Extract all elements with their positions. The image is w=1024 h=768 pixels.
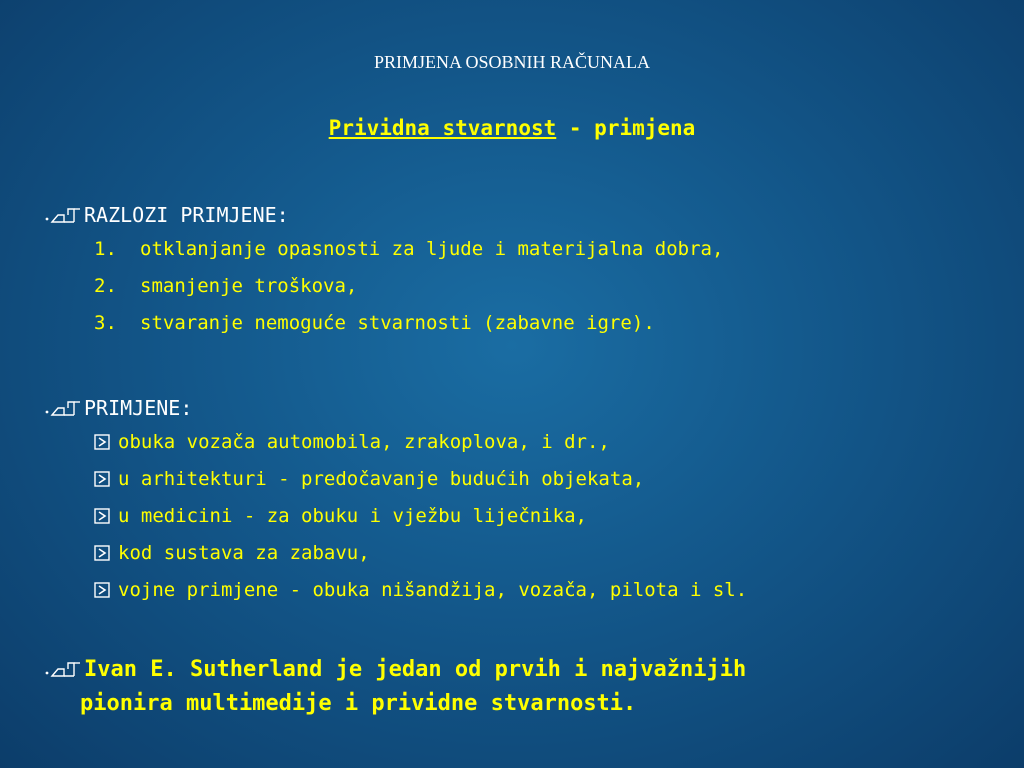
section-applications: [44, 393, 747, 608]
arrow-box-icon: [94, 545, 118, 561]
list-item: [94, 497, 747, 534]
final-text-1: Ivan E. Sutherland je jedan od prvih i najvažnijih: [84, 656, 747, 682]
pointing-hand-icon: [44, 657, 84, 681]
arrow-box-icon: [94, 434, 118, 450]
item-text: kod sustava za zabavu,: [118, 541, 370, 564]
reasons-list: [94, 230, 723, 341]
item-text: otklanjanje opasnosti za ljude i materijalna dobra,: [140, 237, 724, 260]
final-line-2: [44, 686, 1004, 720]
final-line-1: [44, 652, 1004, 686]
item-text: vojne primjene - obuka nišandžija, vozača, pilota i sl.: [118, 578, 748, 601]
item-text: smanjenje troškova,: [140, 274, 358, 297]
final-text-2: pionira multimedije i prividne stvarnosti.: [80, 690, 637, 716]
pointing-hand-icon: [44, 396, 84, 420]
slide-subtitle: [0, 116, 1024, 140]
list-item: [94, 571, 747, 608]
arrow-box-icon: [94, 508, 118, 524]
section-heading-row: [44, 393, 747, 423]
applications-list: [94, 423, 747, 608]
item-text: u arhitekturi - predočavanje budućih objekata,: [118, 467, 645, 490]
item-text: u medicini - za obuku i vježbu liječnika,: [118, 504, 587, 527]
slide-header: PRIMJENA OSOBNIH RAČUNALA: [373, 52, 651, 72]
list-item: [94, 267, 723, 304]
pointing-hand-icon: [44, 203, 84, 227]
final-note: [44, 652, 1004, 720]
section-heading: PRIMJENE:: [84, 396, 193, 420]
item-number: 3.: [94, 311, 117, 334]
list-item: [94, 304, 723, 341]
list-item: [94, 460, 747, 497]
list-item: [94, 534, 747, 571]
item-text: stvaranje nemoguće stvarnosti (zabavne igre).: [140, 311, 655, 334]
list-item: [94, 423, 747, 460]
item-text: obuka vozača automobila, zrakoplova, i dr.,: [118, 430, 610, 453]
list-item: [94, 230, 723, 267]
item-number: 1.: [94, 237, 117, 260]
section-heading-row: [44, 200, 723, 230]
item-number: 2.: [94, 274, 117, 297]
arrow-box-icon: [94, 582, 118, 598]
subtitle-underlined: Prividna stvarnost: [328, 116, 557, 140]
section-heading: RAZLOZI PRIMJENE:: [84, 203, 289, 227]
section-reasons: [44, 200, 723, 341]
arrow-box-icon: [94, 471, 118, 487]
subtitle-rest: - primjena: [556, 116, 696, 140]
